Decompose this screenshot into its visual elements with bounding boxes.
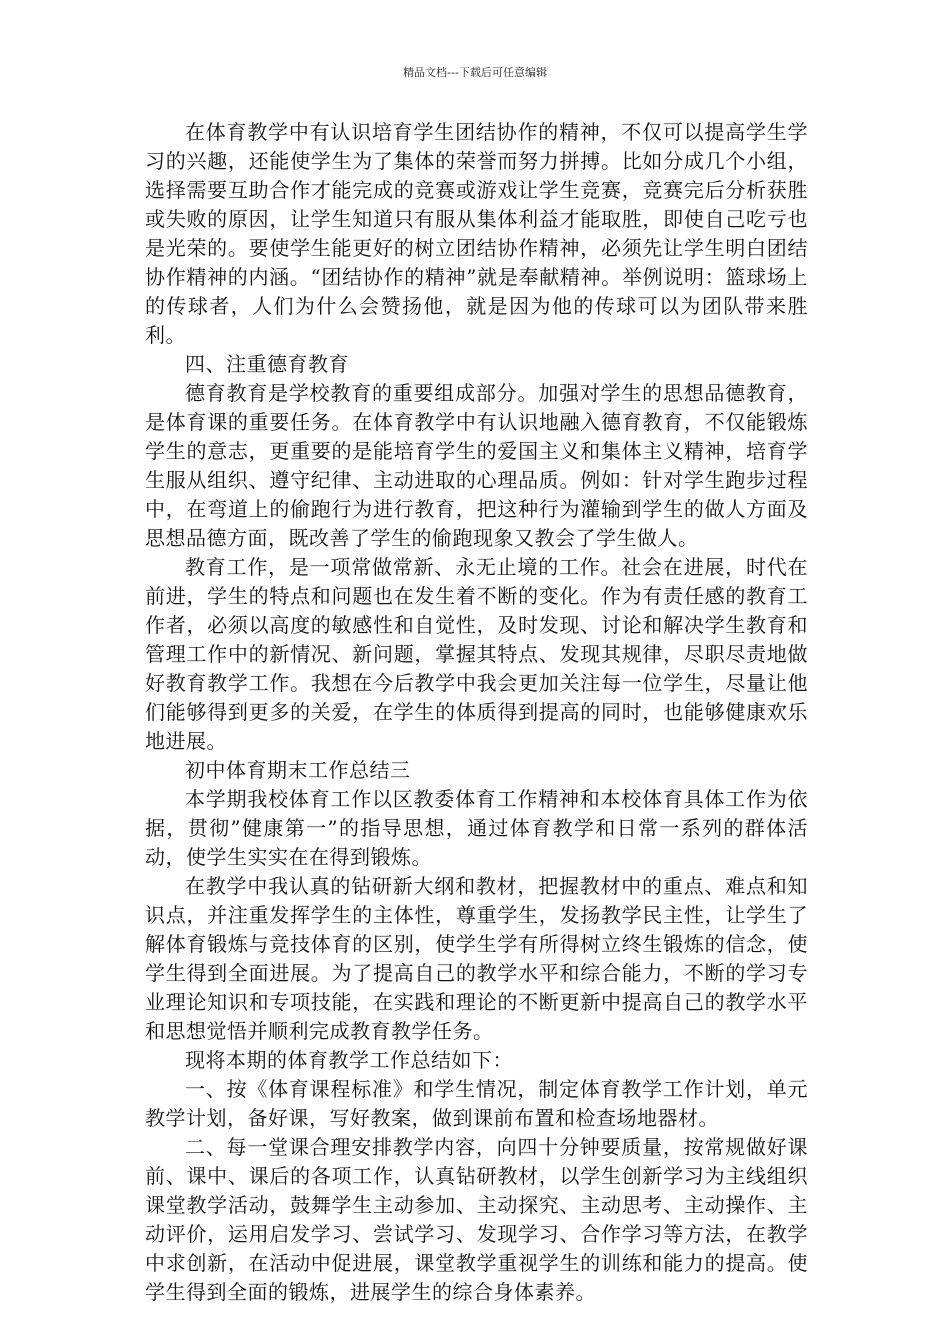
page-header: 精品文档---下载后可任意编辑 — [403, 66, 547, 79]
paragraph-semester-intro: 本学期我校体育工作以区教委体育工作精神和本校体育具体工作为依据，贯彻”健康第一”的指导思想，通过体育教学和日常一系列的群体活动，使学生实实在在得到锻炼。 — [145, 787, 808, 869]
section-heading-moral-education: 四、注重德育教育 — [185, 352, 349, 376]
paragraph-item-two: 二、每一堂课合理安排教学内容，向四十分钟要质量，按常规做好课前、课中、课后的各项工作，认真钻研教材，以学生创新学习为主线组织课堂教学活动，鼓舞学生主动参加、主动探究、主动思考、主动操作、主动评价，运用启发学习、尝试学习、发现学习、合作学习等方法，在教学中求创新，在活动中促进展，课堂教学重视学生的训练和能力的提高。使学生得到全面的锻炼，进展学生的综合身体素养。 — [145, 1135, 808, 1304]
paragraph-teamwork: 在体育教学中有认识培育学生团结协作的精神，不仅可以提高学生学习的兴趣，还能使学生为了集体的荣誉而努力拼搏。比如分成几个小组，选择需要互助合作才能完成的竞赛或游戏让学生竞赛，竞赛完后分析获胜或失败的原因，让学生知道只有服从集体利益才能取胜，即使自己吃亏也是光荣的。要使学生能更好的树立团结协作精神，必须先让学生明白团结协作精神的内涵。“团结协作的精神”就是奉献精神。举例说明：篮球场上的传球者，人们为什么会赞扬他，就是因为他的传球可以为团队带来胜利。 — [145, 120, 808, 347]
paragraph-moral-education: 德育教育是学校教育的重要组成部分。加强对学生的思想品德教育，是体育课的重要任务。在体育教学中有认识地融入德育教育，不仅能锻炼学生的意志，更重要的是能培育学生的爱国主义和集体主义精神，培育学生服从组织、遵守纪律、主动进取的心理品质。例如：针对学生跑步过程中，在弯道上的偷跑行为进行教育，把这种行为灌输到学生的做人方面及思想品德方面，既改善了学生的偷跑现象又教会了学生做人。 — [145, 381, 808, 550]
section-heading-summary-three: 初中体育期末工作总结三 — [185, 758, 411, 782]
paragraph-teaching-research: 在教学中我认真的钻研新大纲和教材，把握教材中的重点、难点和知识点，并注重发挥学生的主体性，尊重学生，发扬教学民主性，让学生了解体育锻炼与竞技体育的区别，使学生学有所得树立终生锻炼的信念，使学生得到全面进展。为了提高自己的教学水平和综合能力，不断的学习专业理论知识和专项技能，在实践和理论的不断更新中提高自己的教学水平和思想觉悟并顺利完成教育教学任务。 — [145, 874, 808, 1043]
paragraph-education-work: 教育工作，是一项常做常新、永无止境的工作。社会在进展，时代在前进，学生的特点和问题也在发生着不断的变化。作为有责任感的教育工作者，必须以高度的敏感性和自觉性，及时发现、讨论和解决学生教育和管理工作中的新情况、新问题，掌握其特点、发现其规律，尽职尽责地做好教育教学工作。我想在今后教学中我会更加关注每一位学生，尽量让他们能够得到更多的关爱，在学生的体质得到提高的同时，也能够健康欢乐地进展。 — [145, 555, 808, 753]
document-body — [145, 118, 808, 1307]
paragraph-item-one: 一、按《体育课程标准》和学生情况，制定体育教学工作计划，单元教学计划，备好课，写好教案，做到课前布置和检查场地器材。 — [145, 1077, 808, 1130]
paragraph-summary-lead: 现将本期的体育教学工作总结如下： — [185, 1048, 513, 1072]
